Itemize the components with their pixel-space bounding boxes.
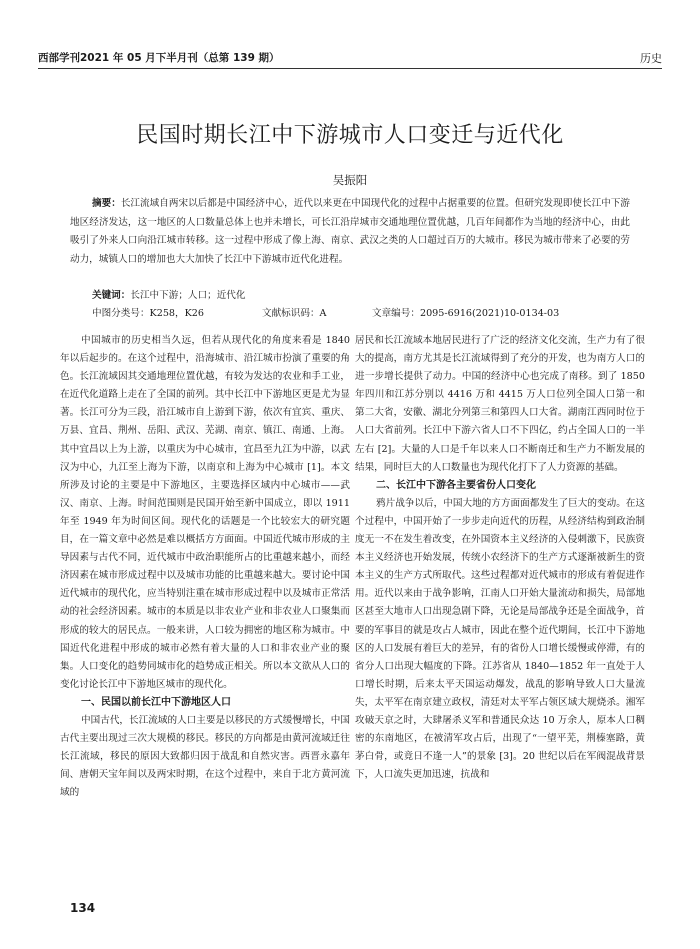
section-label: 历史 xyxy=(640,52,662,65)
body-paragraph: 居民和长江流域本地居民进行了广泛的经济文化交流，生产力有了很大的提高，南方尤其是长江流域得到了充分的开发，也为南方人口的进一步增长提供了动力。中国的经济中心也完成了南移。到了 1850 年四川和江苏分别以 4416 万和 4415 万人口位列全国人口第一和第二大省，安徽、湖北分列第三和第四人口大省。湖南江西同时位于人口大省前列。长江中下游六省人口不下四亿，约占全国人口的一半左右 [2]。大量的人口是千年以来人口不断南迁和生产力不断发展的结果，同时巨大的人口数量也为现代化打下了人力资源的基础。 xyxy=(355,335,645,473)
abstract-label: 摘要： xyxy=(92,198,121,209)
header-divider xyxy=(38,68,662,69)
abstract-text: 长江流域自两宋以后都是中国经济中心，近代以来更在中国现代化的过程中占据重要的位置。但研究发现即使长江中下游地区经济发达，这一地区的人口数量总体上也并未增长，可长江沿岸城市交通地理位置优越，几百年间都作为当地的经济中心，由此吸引了外来人口向沿江城市转移。这一过程中形成了像上海、南京、武汉之类的人口超过百万的大城市。移民为城市带来了必要的劳动力，城镇人口的增加也大大加快了长江中下游城市近代化进程。 xyxy=(70,198,631,265)
section-heading: 一、民国以前长江中下游地区人口 xyxy=(81,696,231,708)
keywords-label: 关键词： xyxy=(92,290,131,301)
body-paragraph: 中国城市的历史相当久远，但若从现代化的角度来看是 1840 年以后起步的。在这个过程中，沿海城市、沿江城市扮演了重要的角色。长江流域因其交通地理位置优越，有较为发达的农业和手工业，在近代化道路上走在了全国的前列。其中长江中下游地区更是尤为显著。长江可分为三段，沿江城市自上游到下游，依次有宜宾、重庆、万县、宜昌、荆州、岳阳、武汉、芜湖、南京、镇江、南通、上海。其中宜昌以上为上游，以重庆为中心城市，宜昌至九江为中游，以武汉为中心，九江至上海为下游，以南京和上海为中心城市 [1]。本文所涉及讨论的主要是中下游地区，主要选择区域内中心城市——武汉、南京、上海。时间范围则是民国开始至新中国成立，即以 1911 年至 1949 年为时间区间。现代化的话题是一个比较宏大的研究题目，在一篇文章中必然是难以概括方方面面。中国近代城市形成的主导因素与古代不同，近代城市中政治职能所占的比重越来越小，而经济因素在城市形成过程中以及城市功能的比重越来越大。要讨论中国近代城市的现代化，应当特别注重在城市形成过程中以及城市正常活动的社会经济因素。城市的本质是以非农业产业和非农业人口聚集而形成的较大的居民点。一般来讲，人口较为拥密的地区称为城市。中国近代化进程中形成的城市必然有着大量的人口和非农业产业的聚集。人口变化的趋势同城市化的趋势成正相关。所以本文欲从人口的变化讨论长江中下游地区城市的现代化。 xyxy=(60,335,350,690)
article-number: 文章编号：2095-6916(2021)10-0134-03 xyxy=(372,308,560,319)
section-heading: 二、长江中下游各主要省份人口变化 xyxy=(376,479,536,491)
body-column-right xyxy=(355,332,645,784)
article-author: 吴振阳 xyxy=(332,173,368,187)
abstract xyxy=(70,195,630,269)
body-paragraph: 中国古代，长江流域的人口主要是以移民的方式缓慢增长，中国古代主要出现过三次大规模的移民。移民的方向都是由黄河流域迁往长江流域，移民的原因大致都归因于战乱和自然灾害。西晋永嘉年间、唐朝天宝年间以及两宋时期，在这个过程中，来自于北方黄河流域的 xyxy=(60,714,350,799)
keywords xyxy=(92,287,246,301)
page-number: 134 xyxy=(70,901,96,915)
page-header xyxy=(38,48,662,66)
article-title: 民国时期长江中下游城市人口变迁与近代化 xyxy=(136,123,564,148)
body-column-left xyxy=(60,332,350,802)
keywords-text: 长江中下游；人口；近代化 xyxy=(130,290,246,301)
clc-number: 中图分类号：K258，K26 xyxy=(92,308,205,319)
document-code: 文献标识码：A xyxy=(262,308,327,319)
journal-info: 西部学刊2021 年 05 月下半月刊（总第 139 期） xyxy=(38,52,280,64)
body-paragraph: 鸦片战争以后，中国大地的方方面面都发生了巨大的变动。在这个过程中，中国开始了一步步走向近代的历程，从经济结构到政治制度无一不在发生着改变，在外国资本主义经济的入侵刺激下，民族资本主义经济也开始发展，传统小农经济下的生产方式逐渐被新生的资本主义的生产方式所取代。这些过程都对近代城市的形成有着促进作用。近代以来由于战争影响，江南人口开始大量流动和损失，局部地区甚至大地市人口出现急剧下降，无论是局部战争还是全面战争，首要的军事目的就是攻占人城市，因此在整个近代期间，长江中下游地区的人口发展有着巨大的差异，有的省份人口增长缓慢或停滞，有的省分人口出现大幅度的下降。江苏省从 1840—1852 年一直处于人口增长时期，后来太平天国运动爆发，战乱的影响导致人口大量流失，太平军在南京建立政权，清廷对太平军占领区域大规烧杀。湘军攻破天京之时，大肆屠杀义军和普通民众达 10 万余人，原本人口稠密的东南地区，在被清军攻占后，出现了“一望平芜，荆榛塞路，黄茅白骨，或竟日不逢一人”的景象 [3]。20 世纪以后在军阀混战背景下，人口流失更加迅速，抗战和 xyxy=(355,497,645,781)
